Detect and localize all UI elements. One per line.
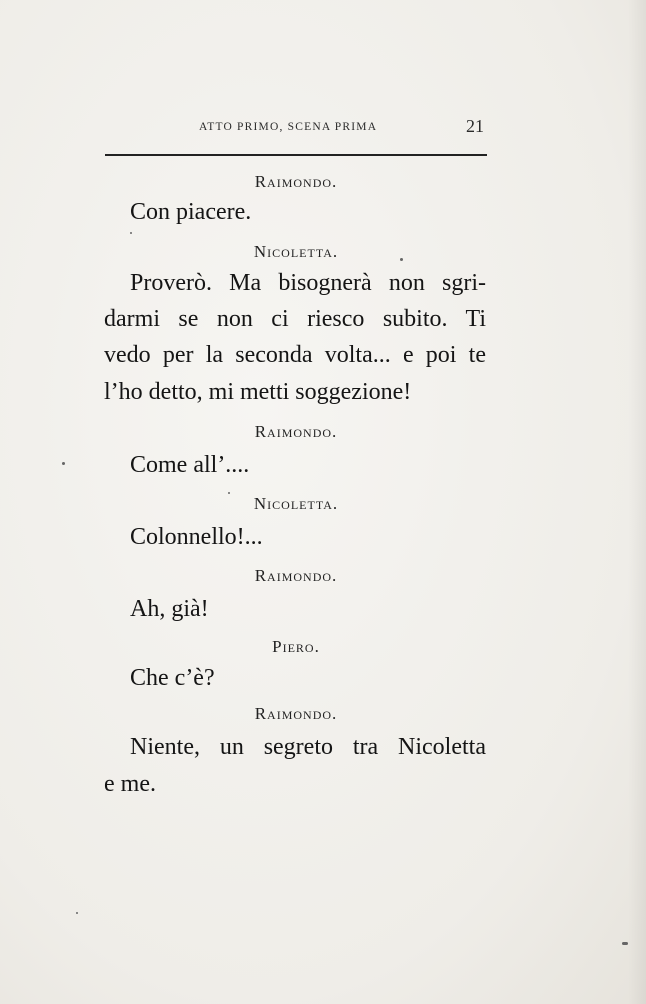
speaker-name: Raimondo. (254, 172, 338, 191)
speaker-name: Nicoletta. (253, 494, 339, 513)
dialogue-line: vedo per la seconda volta... e poi te (104, 342, 486, 368)
dialogue-line: Colonnello!... (130, 524, 263, 550)
dialogue-line: l’ho detto, mi metti soggezione! (104, 379, 412, 405)
page-edge-shadow (628, 0, 646, 1004)
scan-speck (130, 232, 132, 234)
speaker-name: Raimondo. (254, 566, 338, 585)
speaker-name: Nicoletta. (253, 242, 339, 261)
speaker-name: Piero. (272, 637, 320, 656)
scan-speck (76, 912, 78, 914)
dialogue-line: Proverò. Ma bisognerà non sgri- (130, 270, 486, 296)
dialogue-line: Come all’.... (130, 452, 250, 478)
scan-speck (400, 258, 403, 261)
dialogue-line: Che c’è? (130, 665, 215, 691)
speaker-name: Raimondo. (254, 422, 338, 441)
running-head: ATTO PRIMO, SCENA PRIMA (199, 121, 378, 133)
page-number: 21 (466, 116, 484, 136)
dialogue-line: darmi se non ci riesco subito. Ti (104, 306, 486, 332)
dialogue-line: Niente, un segreto tra Nicoletta (130, 734, 486, 760)
scan-speck (622, 942, 628, 945)
scan-speck (62, 462, 65, 465)
speaker-name: Raimondo. (254, 704, 338, 723)
dialogue-line: e me. (104, 771, 156, 797)
header-rule (105, 154, 487, 156)
dialogue-line: Ah, già! (130, 596, 209, 622)
dialogue-line: Con piacere. (130, 199, 252, 225)
scan-speck (228, 492, 230, 494)
